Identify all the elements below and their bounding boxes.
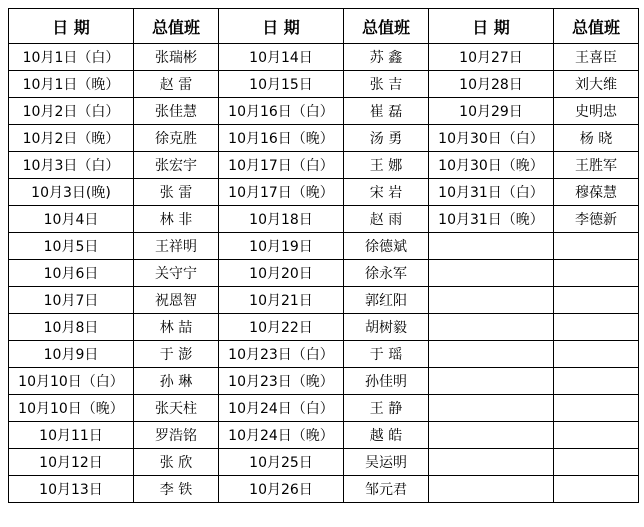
table-row [9, 476, 639, 503]
date-cell: 10月2日（白） [9, 98, 134, 125]
date-cell: 10月21日 [219, 287, 344, 314]
duty-cell: 张佳慧 [134, 98, 219, 125]
header-date-1: 日 期 [9, 9, 134, 44]
duty-cell: 张 雷 [134, 179, 219, 206]
date-cell [429, 260, 554, 287]
date-cell: 10月2日（晚） [9, 125, 134, 152]
duty-cell: 宋 岩 [344, 179, 429, 206]
date-cell: 10月28日 [429, 71, 554, 98]
duty-cell: 张 吉 [344, 71, 429, 98]
date-cell: 10月19日 [219, 233, 344, 260]
duty-cell: 王祥明 [134, 233, 219, 260]
duty-cell [554, 422, 639, 449]
table-row [9, 287, 639, 314]
date-cell: 10月30日（白） [429, 125, 554, 152]
table-row [9, 341, 639, 368]
date-cell: 10月22日 [219, 314, 344, 341]
date-cell [429, 422, 554, 449]
date-cell: 10月11日 [9, 422, 134, 449]
date-cell: 10月26日 [219, 476, 344, 503]
table-row [9, 260, 639, 287]
header-duty-1: 总值班 [134, 9, 219, 44]
duty-cell: 赵 雷 [134, 71, 219, 98]
date-cell: 10月4日 [9, 206, 134, 233]
duty-cell [554, 341, 639, 368]
date-cell: 10月24日（白） [219, 395, 344, 422]
date-cell [429, 314, 554, 341]
table-row [9, 314, 639, 341]
duty-cell: 李 铁 [134, 476, 219, 503]
date-cell [429, 233, 554, 260]
date-cell: 10月7日 [9, 287, 134, 314]
date-cell: 10月31日（晚） [429, 206, 554, 233]
date-cell [429, 287, 554, 314]
duty-cell [554, 314, 639, 341]
table-row [9, 368, 639, 395]
date-cell: 10月30日（晚） [429, 152, 554, 179]
duty-cell: 刘大维 [554, 71, 639, 98]
date-cell: 10月1日（晚） [9, 71, 134, 98]
duty-cell [554, 287, 639, 314]
date-cell: 10月20日 [219, 260, 344, 287]
duty-cell: 孙 琳 [134, 368, 219, 395]
duty-cell: 林 非 [134, 206, 219, 233]
date-cell: 10月9日 [9, 341, 134, 368]
table-row [9, 233, 639, 260]
duty-cell: 苏 鑫 [344, 44, 429, 71]
duty-cell: 王喜臣 [554, 44, 639, 71]
duty-cell [554, 233, 639, 260]
date-cell: 10月13日 [9, 476, 134, 503]
duty-cell: 杨 晓 [554, 125, 639, 152]
table-row [9, 395, 639, 422]
date-cell: 10月24日（晚） [219, 422, 344, 449]
date-cell: 10月16日（白） [219, 98, 344, 125]
table-row [9, 44, 639, 71]
header-date-2: 日 期 [219, 9, 344, 44]
date-cell: 10月10日（白） [9, 368, 134, 395]
duty-cell [554, 449, 639, 476]
duty-cell: 林 喆 [134, 314, 219, 341]
duty-cell [554, 260, 639, 287]
duty-cell: 张宏宇 [134, 152, 219, 179]
table-row [9, 71, 639, 98]
date-cell: 10月25日 [219, 449, 344, 476]
date-cell: 10月5日 [9, 233, 134, 260]
duty-cell: 郭红阳 [344, 287, 429, 314]
duty-cell: 张瑞彬 [134, 44, 219, 71]
duty-cell: 崔 磊 [344, 98, 429, 125]
duty-cell: 徐永军 [344, 260, 429, 287]
duty-cell: 穆葆慧 [554, 179, 639, 206]
date-cell: 10月3日(晚) [9, 179, 134, 206]
date-cell [429, 395, 554, 422]
duty-cell: 祝恩智 [134, 287, 219, 314]
date-cell [429, 449, 554, 476]
header-date-3: 日 期 [429, 9, 554, 44]
date-cell: 10月15日 [219, 71, 344, 98]
date-cell: 10月18日 [219, 206, 344, 233]
duty-cell [554, 368, 639, 395]
duty-cell: 赵 雨 [344, 206, 429, 233]
date-cell [429, 368, 554, 395]
duty-cell: 于 瑶 [344, 341, 429, 368]
table-row [9, 206, 639, 233]
duty-cell: 王胜军 [554, 152, 639, 179]
duty-cell: 王 娜 [344, 152, 429, 179]
date-cell [429, 341, 554, 368]
date-cell: 10月31日（白） [429, 179, 554, 206]
duty-cell: 越 皓 [344, 422, 429, 449]
table-row [9, 449, 639, 476]
duty-cell: 汤 勇 [344, 125, 429, 152]
table-row [9, 152, 639, 179]
date-cell: 10月14日 [219, 44, 344, 71]
duty-cell: 关守宁 [134, 260, 219, 287]
duty-cell: 张天柱 [134, 395, 219, 422]
duty-cell: 邹元君 [344, 476, 429, 503]
date-cell [429, 476, 554, 503]
duty-cell: 吴运明 [344, 449, 429, 476]
date-cell: 10月16日（晚） [219, 125, 344, 152]
date-cell: 10月12日 [9, 449, 134, 476]
date-cell: 10月27日 [429, 44, 554, 71]
date-cell: 10月6日 [9, 260, 134, 287]
duty-cell: 孙佳明 [344, 368, 429, 395]
duty-cell: 徐克胜 [134, 125, 219, 152]
header-row [9, 9, 639, 44]
duty-cell: 于 澎 [134, 341, 219, 368]
date-cell: 10月8日 [9, 314, 134, 341]
duty-cell: 徐德斌 [344, 233, 429, 260]
header-duty-3: 总值班 [554, 9, 639, 44]
date-cell: 10月1日（白） [9, 44, 134, 71]
date-cell: 10月23日（白） [219, 341, 344, 368]
table-row [9, 98, 639, 125]
date-cell: 10月29日 [429, 98, 554, 125]
table-row [9, 125, 639, 152]
date-cell: 10月10日（晚） [9, 395, 134, 422]
header-duty-2: 总值班 [344, 9, 429, 44]
duty-cell: 史明忠 [554, 98, 639, 125]
table-row [9, 422, 639, 449]
table-row [9, 179, 639, 206]
date-cell: 10月17日（晚） [219, 179, 344, 206]
duty-cell [554, 476, 639, 503]
duty-cell: 罗浩铭 [134, 422, 219, 449]
date-cell: 10月17日（白） [219, 152, 344, 179]
duty-cell: 王 静 [344, 395, 429, 422]
duty-cell: 胡树毅 [344, 314, 429, 341]
date-cell: 10月23日（晚） [219, 368, 344, 395]
date-cell: 10月3日（白） [9, 152, 134, 179]
duty-cell [554, 395, 639, 422]
duty-schedule-table [8, 8, 639, 503]
duty-cell: 李德新 [554, 206, 639, 233]
duty-cell: 张 欣 [134, 449, 219, 476]
